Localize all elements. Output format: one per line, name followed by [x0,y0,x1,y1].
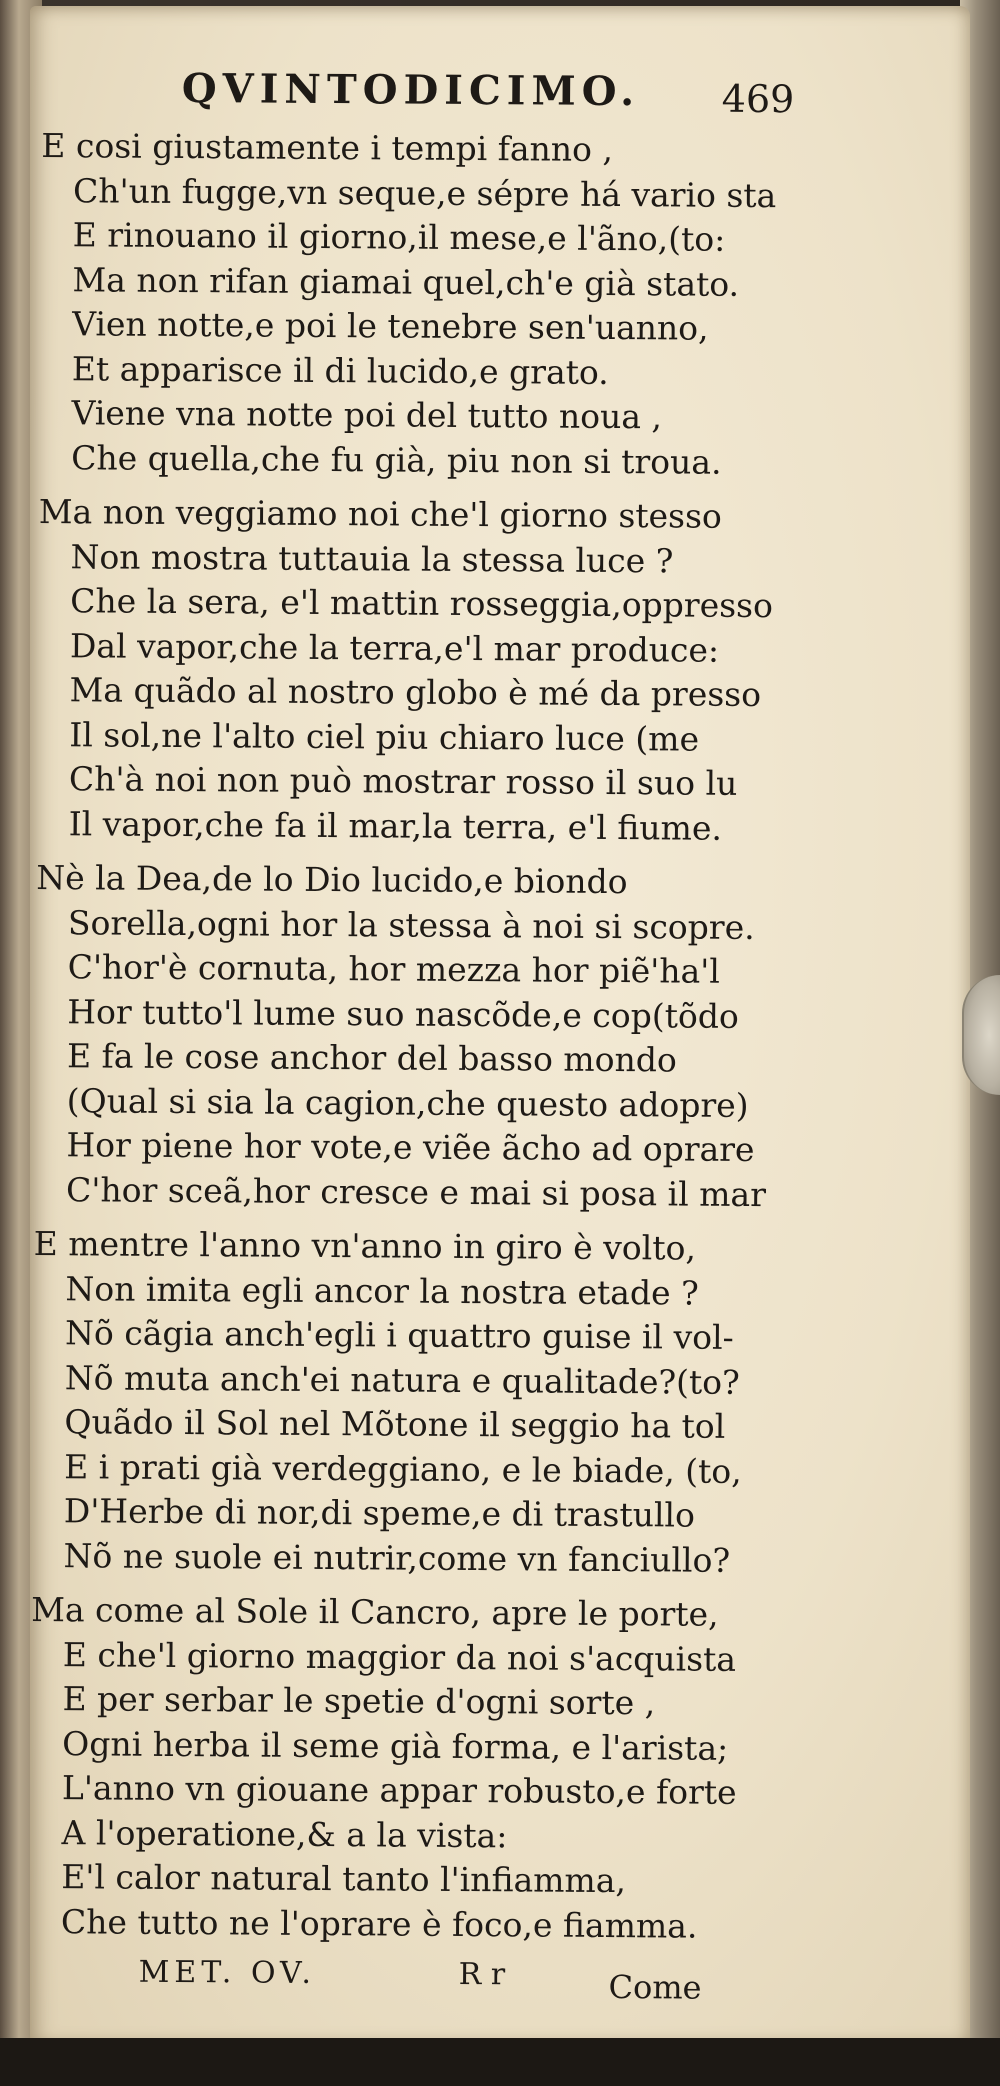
verse-line: Che tutto ne l'oprare è foco,e fiamma. [60,1901,698,1946]
verse-line: E i prati già verdeggiano, e le biade, (to, [64,1446,742,1491]
verse-line: C'hor'è cornuta, hor mezza hor piẽ'ha'l [67,947,720,991]
stanza [39,124,831,486]
verse-line: Ma come al Sole il Cancro, apre le porte, [31,1589,719,1634]
page-text [28,58,832,2019]
verse-line: E rinouano il giorno,il mese,e l'ãno,(to: [72,215,726,259]
page-footer [28,1954,818,2020]
bottom-shadow [0,2038,1000,2086]
verse-line: Nõ muta anch'ei natura e qualitade?(to? [64,1357,740,1402]
verse-line: Sorella,ogni hor la stessa à noi si scopre. [67,902,755,947]
verse-line: Hor piene hor vote,e viẽe ãcho ad oprare [66,1125,755,1170]
verse-line: E cosi giustamente i tempi fanno , [41,125,614,169]
signature-line: MET. OV. [138,1954,317,1991]
verse-line: E'l calor natural tanto l'infiamma, [61,1857,627,1901]
verse-line: D'Herbe di nor,di speme,e di trastullo [63,1491,696,1535]
verse-line: A l'operatione,& a la vista: [61,1812,508,1855]
verse-line: E fa le cose anchor del basso mondo [66,1036,677,1080]
verse-line: E che'l giorno maggior da noi s'acquista [62,1634,737,1679]
verse-line: Che quella,che fu già, piu non si troua. [71,437,722,482]
verse-line: Ch'à noi non può mostrar rosso il suo lu [68,759,738,803]
running-title: QVINTODICIMO. [181,64,641,116]
verse-line: Ma non rifan giamai quel,ch'e già stato. [72,259,740,304]
stanza [31,1222,823,1584]
catchword: Come [608,1968,702,2007]
verse-line: Et apparisce il di lucido,e grato. [71,348,609,392]
page-header [42,58,832,130]
verse-line: Ma non veggiamo noi che'l giorno stesso [38,491,723,536]
verse-line: Ma quãdo al nostro globo è mé da presso [69,670,762,715]
verse-line: Viene vna notte poi del tutto noua , [71,393,663,437]
verse-line: E mentre l'anno vn'anno in giro è volto, [33,1223,697,1268]
verse-line: Quãdo il Sol nel Mõtone il seggio ha tol [64,1402,726,1446]
stanza [29,1588,821,1950]
verse-line: Ch'un fugge,vn seque,e sépre há vario sta [72,170,777,215]
page-number: 469 [721,76,795,122]
verse-line: L'anno vn giouane appar robusto,e forte [61,1768,737,1812]
verse-line: Nè la Dea,de lo Dio lucido,e biondo [36,857,628,902]
verse-line: Non mostra tuttauia la stessa luce ? [70,536,674,580]
verse-line: Il vapor,che fa il mar,la terra, e'l fiume. [68,803,723,848]
verse-line: Nõ ne suole ei nutrir,come vn fanciullo? [63,1535,731,1580]
stanza [36,490,828,852]
stanza [34,856,826,1218]
verse-line: C'hor sceã,hor cresce e mai si posa il mar [65,1169,767,1214]
verse-line: Non imita egli ancor la nostra etade ? [65,1268,699,1313]
verse-line: (Qual si sia la cagion,che questo adopre) [66,1080,749,1125]
book-clasp [962,975,1000,1095]
signature-mark: R r [458,1956,506,1993]
verse-line: Il sol,ne l'alto ciel piu chiaro luce (me [69,714,700,759]
verse-line: Vien notte,e poi le tenebre sen'uanno, [72,304,709,348]
verse-line: Ogni herba il seme già forma, e l'arista; [62,1723,729,1768]
verse-line: Nõ cãgia anch'egli i quattro guise il vol- [64,1313,734,1357]
verse-line: Che la sera, e'l mattin rosseggia,oppresso [70,581,774,626]
verse-line: E per serbar le spetie d'ogni sorte , [62,1679,656,1723]
verse-line: Hor tutto'l lume suo nascõde,e cop(tõdo [67,991,739,1036]
verse-line: Dal vapor,che la terra,e'l mar produce: [69,625,720,670]
